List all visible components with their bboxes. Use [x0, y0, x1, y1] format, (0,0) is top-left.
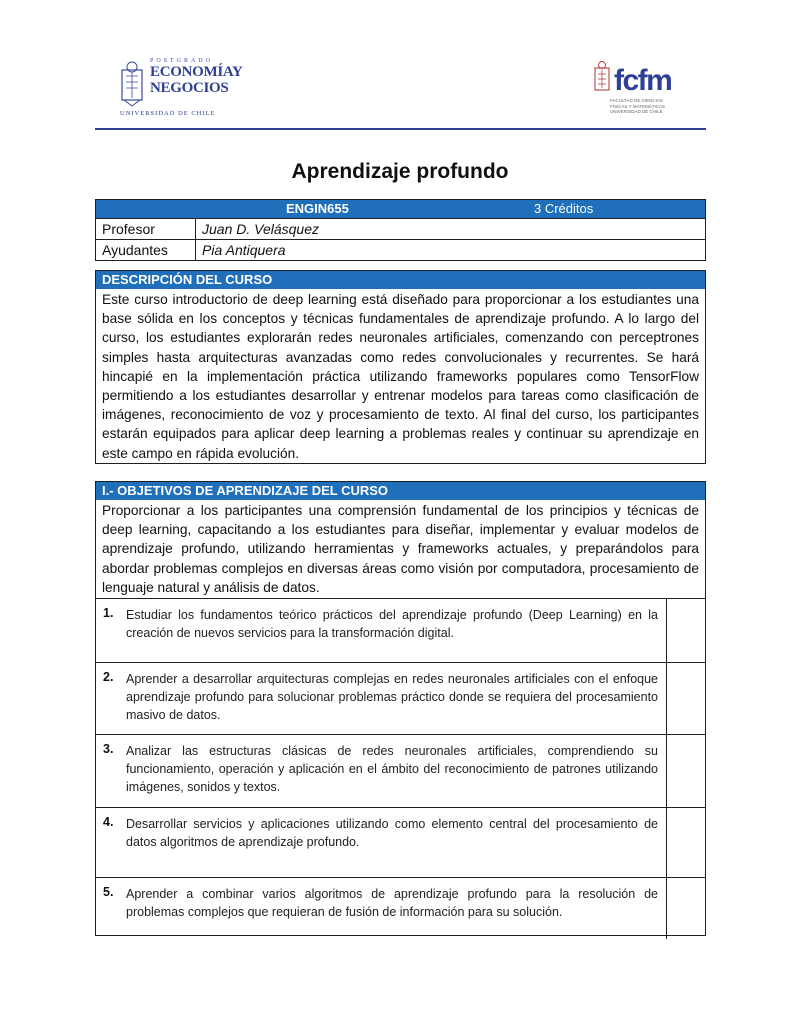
objective-check-cell: [667, 878, 705, 939]
table-row: [96, 218, 705, 239]
objective-text: Desarrollar servicios y aplicaciones utilizando como elemento central del procesamiento de datos algoritmos de aprendizaje profundo.: [126, 817, 658, 849]
objective-number: 4.: [103, 815, 114, 829]
assistants-value: Pia Antiquera: [202, 242, 286, 258]
learning-objectives-section: [95, 481, 706, 936]
list-item: [96, 807, 705, 877]
objective-number: 1.: [103, 606, 114, 620]
logo-line2-text: NEGOCIOS: [150, 80, 229, 96]
objective-check-cell: [667, 735, 705, 807]
economia-negocios-logo: [118, 56, 243, 118]
objective-number: 2.: [103, 670, 114, 684]
objective-number: 5.: [103, 885, 114, 899]
professor-label: Profesor: [96, 219, 196, 239]
page-title: Aprendizaje profundo: [291, 160, 509, 183]
header-divider: [95, 128, 706, 130]
logo-postgrado-text: POSTGRADO: [150, 58, 214, 64]
course-code: ENGIN655: [286, 201, 349, 216]
fcfm-logo: [592, 56, 682, 118]
list-item: [96, 734, 705, 807]
list-item: [96, 662, 705, 734]
objective-check-cell: [667, 599, 705, 662]
objective-number: 3.: [103, 742, 114, 756]
list-item: [96, 877, 705, 939]
objective-text: Aprender a combinar varios algoritmos de aprendizaje profundo para la resolución de problemas complejos que requieran de fusión de información para su solución.: [126, 887, 658, 919]
objective-text: Aprender a desarrollar arquitecturas complejas en redes neuronales artificiales con el enfoque aprendizaje profundo para solucionar problemas práctico donde se requiera del procesamiento masivo de datos.: [126, 672, 658, 722]
list-item: [96, 598, 705, 662]
description-text: Este curso introductorio de deep learning está diseñado para proporcionar a los estudiantes una base sólida en los conceptos y técnicas fundamentales de aprendizaje profundo. A lo largo del curso, los estudiantes explorarán redes neuronales artificiales, comenzando con perceptrones simples hasta arquitecturas avanzadas como redes convolucionales y recurrentes. Se hará hincapié en la implementación práctica utilizando frameworks populares como TensorFlow permitiendo a los estudiantes desarrollar y entrenar modelos para tareas como clasificación de imágenes, reconocimiento de voz y procesamiento de texto. Al final del curso, los participantes estarán equipados para aplicar deep learning a problemas reales y continuar su aprendizaje en este campo en rápida evolución.: [102, 292, 699, 461]
objective-check-cell: [667, 808, 705, 877]
fcfm-seal-icon: [592, 60, 612, 96]
assistants-label: Ayudantes: [96, 240, 196, 260]
course-info-table: [95, 199, 706, 261]
description-heading: DESCRIPCIÓN DEL CURSO: [96, 271, 705, 289]
fcfm-subtitle-text: FACULTAD DE CIENCIAS FÍSICAS Y MATEMÁTICAS UNIVERSIDAD DE CHILE: [610, 98, 666, 114]
course-credits: 3 Créditos: [534, 201, 594, 216]
objective-text: Estudiar los fundamentos teórico prácticos del aprendizaje profundo (Deep Learning) en la creación de nuevos servicios para la transformación digital.: [126, 608, 658, 640]
logo-line1-text: ECONOMÍAY: [150, 64, 243, 80]
professor-value: Juan D. Velásquez: [202, 221, 319, 237]
objective-check-cell: [667, 663, 705, 734]
course-description-section: [95, 270, 706, 464]
objectives-intro: Proporcionar a los participantes una comprensión fundamental de los principios y técnicas de deep learning, capacitando a los estudiantes para diseñar, implementar y evaluar modelos de aprendizaje profundo, utilizando herramientas y frameworks actuales, y preparándolos para abordar problemas complejos en diversas áreas como visión por computadora, procesamiento de lenguaje natural y análisis de datos.: [102, 503, 699, 595]
objective-text: Analizar las estructuras clásicas de redes neuronales artificiales, comprendiendo su funcionamiento, operación y aplicación en el ámbito del reconocimiento de patrones utilizando imágenes, sonidos y textos.: [126, 744, 658, 794]
objectives-heading: I.- OBJETIVOS DE APRENDIZAJE DEL CURSO: [96, 482, 705, 500]
objectives-list: [96, 598, 705, 939]
course-header-row: [96, 200, 705, 218]
university-seal-icon: [118, 60, 146, 108]
fcfm-brand-text: fcfm: [614, 64, 672, 97]
logo-university-text: UNIVERSIDAD DE CHILE: [120, 110, 216, 117]
table-row: [96, 239, 705, 260]
